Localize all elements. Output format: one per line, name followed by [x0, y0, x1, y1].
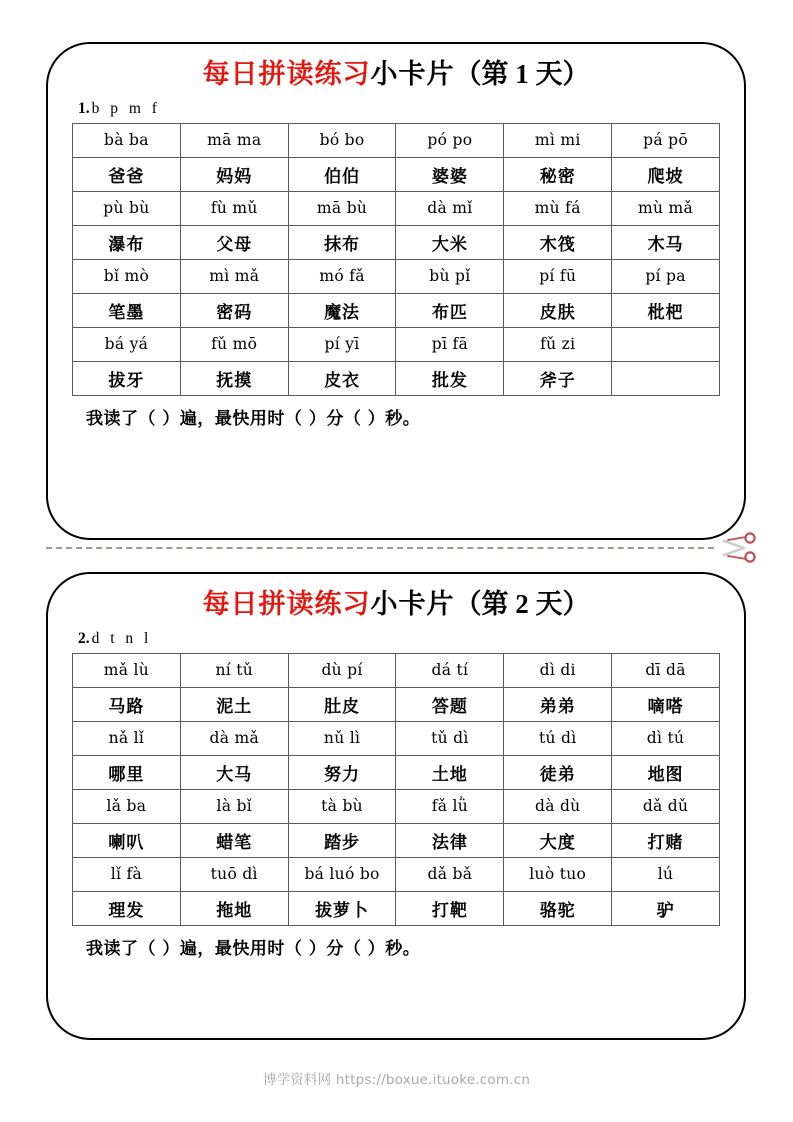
- table-row: [73, 327, 720, 361]
- table-cell: bó bo: [288, 123, 396, 157]
- table-cell: 爸爸: [73, 157, 181, 191]
- table-cell: nǔ lì: [288, 721, 396, 755]
- group-heading: [78, 630, 744, 648]
- table-cell: tú dì: [504, 721, 612, 755]
- table-cell: nǎ lǐ: [73, 721, 181, 755]
- table-cell: pí pa: [612, 259, 720, 293]
- cut-line-dashed: [46, 547, 714, 549]
- table-row: [73, 789, 720, 823]
- table-cell: 法律: [396, 823, 504, 857]
- table-cell: mì mǎ: [180, 259, 288, 293]
- table-cell: 皮肤: [504, 293, 612, 327]
- table-cell: tuō dì: [180, 857, 288, 891]
- table-cell: 拔牙: [73, 361, 181, 395]
- table-cell: 枇杷: [612, 293, 720, 327]
- table-cell: 土地: [396, 755, 504, 789]
- card-title: [48, 588, 744, 622]
- table-cell: mù fá: [504, 191, 612, 225]
- table-cell: bù pǐ: [396, 259, 504, 293]
- table-cell: 爬坡: [612, 157, 720, 191]
- practice-card-day-2: [46, 572, 746, 1040]
- table-cell: 瀑布: [73, 225, 181, 259]
- table-cell: dǎ bǎ: [396, 857, 504, 891]
- table-row: [73, 259, 720, 293]
- pinyin-table-day-1: [72, 123, 720, 396]
- scissors-icon: [722, 531, 758, 565]
- table-row: [73, 361, 720, 395]
- table-cell: luò tuo: [504, 857, 612, 891]
- card-footer-record: 我读了（ ）遍，最快用时（ ）分（ ）秒。: [86, 938, 421, 959]
- table-cell: 斧子: [504, 361, 612, 395]
- table-cell: 理发: [73, 891, 181, 925]
- table-cell: 秘密: [504, 157, 612, 191]
- card-title: [48, 58, 744, 92]
- table-cell: mì mi: [504, 123, 612, 157]
- table-row: [73, 123, 720, 157]
- table-cell: dì tú: [612, 721, 720, 755]
- table-cell: dī dā: [612, 653, 720, 687]
- card-title-black: 小卡片: [370, 59, 455, 89]
- table-cell: 木马: [612, 225, 720, 259]
- table-cell: 马路: [73, 687, 181, 721]
- table-cell: 父母: [180, 225, 288, 259]
- table-cell: 婆婆: [396, 157, 504, 191]
- table-cell: mù mǎ: [612, 191, 720, 225]
- table-cell: 哪里: [73, 755, 181, 789]
- table-cell: 大马: [180, 755, 288, 789]
- table-cell: 努力: [288, 755, 396, 789]
- table-row: [73, 293, 720, 327]
- card-title-red: 每日拼读练习: [202, 59, 371, 89]
- table-row: [73, 191, 720, 225]
- table-cell: 蜡笔: [180, 823, 288, 857]
- table-cell: 拖地: [180, 891, 288, 925]
- table-cell: 地图: [612, 755, 720, 789]
- table-cell: tà bù: [288, 789, 396, 823]
- table-cell: ní tǔ: [180, 653, 288, 687]
- table-cell: pó po: [396, 123, 504, 157]
- table-cell: 弟弟: [504, 687, 612, 721]
- table-cell: pí fū: [504, 259, 612, 293]
- table-cell: 抚摸: [180, 361, 288, 395]
- group-number: 2.: [78, 629, 90, 647]
- table-cell: pù bù: [73, 191, 181, 225]
- table-cell: 伯伯: [288, 157, 396, 191]
- table-row: [73, 157, 720, 191]
- table-cell: 拔萝卜: [288, 891, 396, 925]
- table-cell: dǎ dǔ: [612, 789, 720, 823]
- table-cell: 大米: [396, 225, 504, 259]
- table-row: [73, 891, 720, 925]
- card-title-red: 每日拼读练习: [202, 589, 371, 619]
- table-cell: 木筏: [504, 225, 612, 259]
- table-cell: lǎ ba: [73, 789, 181, 823]
- card-title-black: 小卡片: [370, 589, 455, 619]
- table-row: [73, 721, 720, 755]
- table-cell: 打赌: [612, 823, 720, 857]
- table-cell: 魔法: [288, 293, 396, 327]
- table-cell: 妈妈: [180, 157, 288, 191]
- table-cell-empty: [612, 361, 720, 395]
- table-cell: 骆驼: [504, 891, 612, 925]
- table-cell: dà mǐ: [396, 191, 504, 225]
- table-row: [73, 225, 720, 259]
- table-cell: bá luó bo: [288, 857, 396, 891]
- table-cell: là bǐ: [180, 789, 288, 823]
- table-cell: 徒弟: [504, 755, 612, 789]
- table-cell: 踏步: [288, 823, 396, 857]
- table-cell: bǐ mò: [73, 259, 181, 293]
- table-cell: 抹布: [288, 225, 396, 259]
- table-cell: 嘀嗒: [612, 687, 720, 721]
- table-cell: 大度: [504, 823, 612, 857]
- table-row: [73, 823, 720, 857]
- table-cell: pī fā: [396, 327, 504, 361]
- group-number: 1.: [78, 99, 90, 117]
- table-cell: 答题: [396, 687, 504, 721]
- table-cell: dà dù: [504, 789, 612, 823]
- table-cell: 打靶: [396, 891, 504, 925]
- table-cell: 驴: [612, 891, 720, 925]
- table-cell: 布匹: [396, 293, 504, 327]
- table-cell: pá pō: [612, 123, 720, 157]
- site-watermark: 博学资料网 https://boxue.ituoke.com.cn: [262, 1072, 531, 1088]
- table-cell: tǔ dì: [396, 721, 504, 755]
- table-cell: fǔ zi: [504, 327, 612, 361]
- table-cell: fǎ lǜ: [396, 789, 504, 823]
- table-cell: 皮衣: [288, 361, 396, 395]
- table-cell: lú: [612, 857, 720, 891]
- table-cell: dà mǎ: [180, 721, 288, 755]
- table-cell: dá tí: [396, 653, 504, 687]
- table-cell: dì di: [504, 653, 612, 687]
- table-row: [73, 687, 720, 721]
- table-cell: 批发: [396, 361, 504, 395]
- card-title-day: （第 2 天）: [454, 589, 590, 619]
- practice-card-day-1: [46, 42, 746, 540]
- table-cell: 喇叭: [73, 823, 181, 857]
- table-cell: mā bù: [288, 191, 396, 225]
- table-cell: pí yī: [288, 327, 396, 361]
- card-title-day: （第 1 天）: [454, 59, 590, 89]
- group-letters: d t n l: [91, 629, 152, 647]
- table-cell: bá yá: [73, 327, 181, 361]
- table-cell: mó fǎ: [288, 259, 396, 293]
- table-row: [73, 653, 720, 687]
- table-cell: 泥土: [180, 687, 288, 721]
- table-cell: 肚皮: [288, 687, 396, 721]
- table-row: [73, 755, 720, 789]
- table-cell: fǔ mō: [180, 327, 288, 361]
- table-cell: mā ma: [180, 123, 288, 157]
- table-cell: 笔墨: [73, 293, 181, 327]
- table-cell: bà ba: [73, 123, 181, 157]
- table-cell: fù mǔ: [180, 191, 288, 225]
- table-cell: dù pí: [288, 653, 396, 687]
- table-cell: mǎ lù: [73, 653, 181, 687]
- table-cell: 密码: [180, 293, 288, 327]
- group-heading: [78, 100, 744, 118]
- group-letters: b p m f: [91, 99, 161, 117]
- card-footer-record: 我读了（ ）遍，最快用时（ ）分（ ）秒。: [86, 408, 421, 429]
- table-row: [73, 857, 720, 891]
- table-cell: lǐ fà: [73, 857, 181, 891]
- table-cell-empty: [612, 327, 720, 361]
- pinyin-table-day-2: [72, 653, 720, 926]
